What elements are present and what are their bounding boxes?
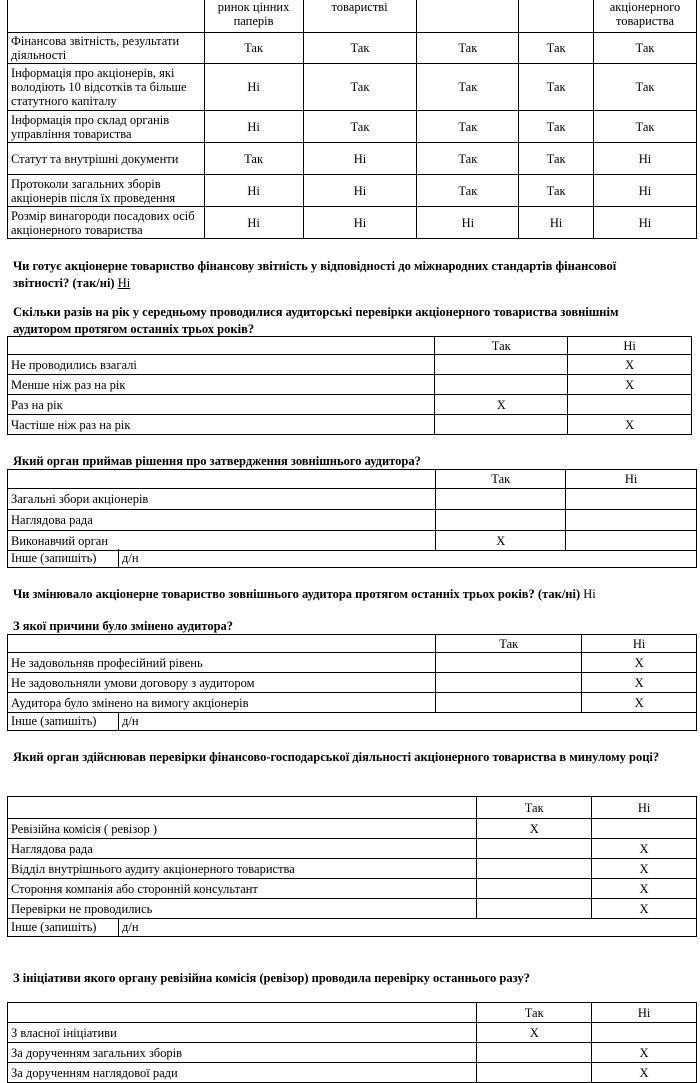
- cell-yes: [477, 859, 592, 879]
- cell: Так: [519, 143, 594, 175]
- header-cell: акціонерного товариства: [594, 0, 697, 33]
- header-cell: [519, 0, 594, 33]
- row-label: Перевірки не проводились: [8, 899, 477, 919]
- table-header-row: [8, 337, 692, 355]
- cell: Так: [417, 64, 519, 111]
- cell: Ні: [303, 207, 417, 239]
- header-no: Ні: [566, 470, 697, 489]
- table-row: [8, 415, 692, 435]
- row-label: Протоколи загальних зборів акціонерів після їх проведення: [8, 175, 205, 207]
- cell: Так: [519, 64, 594, 111]
- table-row: [8, 510, 697, 531]
- initiative-table: [7, 1002, 697, 1083]
- question-approve: Який орган приймав рішення про затвердження зовнішнього аудитора?: [13, 454, 421, 468]
- cell-no: X: [568, 415, 692, 435]
- cell-no: X: [592, 859, 697, 879]
- header-no: Ні: [592, 1003, 697, 1023]
- cell-yes: [436, 693, 582, 713]
- table-row: [8, 1063, 697, 1083]
- approve-other-row: [7, 549, 697, 568]
- cell: Так: [204, 33, 303, 64]
- header-cell: [8, 0, 205, 33]
- table-row: [8, 899, 697, 919]
- other-value[interactable]: д/н: [119, 918, 697, 937]
- header-cell: [8, 1003, 477, 1023]
- table-row: [8, 395, 692, 415]
- answer-value: Ні: [583, 587, 596, 601]
- cell-no: X: [568, 355, 692, 375]
- header-no: Ні: [582, 635, 697, 653]
- row-label: Відділ внутрішнього аудиту акціонерного товариства: [8, 859, 477, 879]
- cell: Так: [417, 175, 519, 207]
- table-header-row: [8, 1003, 697, 1023]
- cell-no: X: [582, 693, 697, 713]
- cell-no: [566, 489, 697, 510]
- row-label: Не задовольняв професійний рівень: [8, 653, 436, 673]
- table-row: [8, 653, 697, 673]
- cell: Так: [594, 111, 697, 143]
- table-row: [8, 207, 697, 239]
- cell: Так: [594, 33, 697, 64]
- cell-no: [566, 510, 697, 531]
- cell-yes: [436, 653, 582, 673]
- row-label: Виконавчий орган: [8, 531, 436, 551]
- question-initiative: З ініціативи якого органу ревізійна комісія (ревізор) проводила перевірку останнього разу?: [13, 971, 530, 985]
- row-label: Раз на рік: [8, 395, 435, 415]
- question-ifrs: [13, 258, 673, 292]
- question-text: Чи змінювало акціонерне товариство зовнішнього аудитора протягом останніх трьох років? (так/ні): [13, 587, 581, 601]
- cell: Ні: [204, 64, 303, 111]
- checks-other-row: [7, 918, 697, 937]
- cell-yes: X: [436, 531, 566, 551]
- approve-table: [7, 469, 697, 551]
- cell: Так: [519, 175, 594, 207]
- cell-yes: [477, 879, 592, 899]
- cell: Так: [417, 143, 519, 175]
- header-cell: ринок цінних паперів: [204, 0, 303, 33]
- table-row: [8, 1043, 697, 1063]
- reason-table: [7, 634, 697, 713]
- table-row: [8, 859, 697, 879]
- table-header-row: [8, 635, 697, 653]
- row-label: Інформація про акціонерів, які володіють 10 відсотків та більше статутного капіталу: [8, 64, 205, 111]
- cell: Ні: [594, 175, 697, 207]
- header-cell: [8, 337, 435, 355]
- other-value[interactable]: д/н: [119, 549, 697, 568]
- cell: Ні: [594, 207, 697, 239]
- row-label: Наглядова рада: [8, 510, 436, 531]
- header-cell: [8, 635, 436, 653]
- row-label: За дорученням загальних зборів: [8, 1043, 477, 1063]
- row-label: Наглядова рада: [8, 839, 477, 859]
- question-text: Чи готує акціонерне товариство фінансову звітність у відповідності до міжнародних стандартів фінансової звітності? (так/ні): [13, 259, 617, 290]
- cell: Ні: [519, 207, 594, 239]
- other-label: Інше (запишіть): [8, 549, 119, 568]
- cell: Ні: [417, 207, 519, 239]
- row-label: Розмір винагороди посадових осіб акціонерного товариства: [8, 207, 205, 239]
- header-yes: Так: [477, 1003, 592, 1023]
- cell-yes: [477, 839, 592, 859]
- cell: Ні: [204, 175, 303, 207]
- question-checks: Який орган здійснював перевірки фінансово-господарської діяльності акціонерного товариства в минулому році?: [13, 750, 660, 764]
- table-row: [8, 1023, 697, 1043]
- table-row: [8, 879, 697, 899]
- header-no: Ні: [568, 337, 692, 355]
- table-header-row: [8, 470, 697, 489]
- table-row: [8, 175, 697, 207]
- checks-table: [7, 796, 697, 919]
- cell-no: X: [568, 375, 692, 395]
- cell-yes: [477, 899, 592, 919]
- cell: Так: [303, 33, 417, 64]
- cell: Ні: [594, 143, 697, 175]
- audits-table: [7, 336, 692, 435]
- row-label: З власної ініціативи: [8, 1023, 477, 1043]
- table-row: [8, 531, 697, 551]
- row-label: Аудитора було змінено на вимогу акціонерів: [8, 693, 436, 713]
- cell-yes: X: [477, 819, 592, 839]
- cell-yes: [435, 375, 568, 395]
- cell-no: X: [592, 1043, 697, 1063]
- row-label: Не задовольняли умови договору з аудитором: [8, 673, 436, 693]
- table-row: [8, 693, 697, 713]
- cell: Так: [303, 64, 417, 111]
- row-label: Частіше ніж раз на рік: [8, 415, 435, 435]
- question-audits: Скільки разів на рік у середньому проводилися аудиторські перевірки акціонерного товариства зовнішнім аудитором протягом останніх трьох років?: [13, 305, 619, 336]
- table-row: [8, 64, 697, 111]
- cell-no: X: [592, 1063, 697, 1083]
- header-yes: Так: [436, 470, 566, 489]
- row-label: Загальні збори акціонерів: [8, 489, 436, 510]
- cell-no: X: [582, 673, 697, 693]
- cell-no: X: [582, 653, 697, 673]
- table-row: [8, 489, 697, 510]
- cell: Ні: [204, 207, 303, 239]
- cell-yes: [477, 1063, 592, 1083]
- disclosure-table: [7, 0, 697, 239]
- header-cell: [8, 797, 477, 819]
- row-label: Не проводились взагалі: [8, 355, 435, 375]
- table-row: [8, 355, 692, 375]
- cell-yes: [435, 415, 568, 435]
- cell: Так: [594, 64, 697, 111]
- row-label: Фінансова звітність, результати діяльності: [8, 33, 205, 64]
- row-label: Статут та внутрішні документи: [8, 143, 205, 175]
- question-reason: З якої причини було змінено аудитора?: [13, 619, 234, 633]
- row-label: Інформація про склад органів управління товариства: [8, 111, 205, 143]
- header-yes: Так: [477, 797, 592, 819]
- other-label: Інше (запишіть): [8, 712, 119, 731]
- table-header-row: [8, 797, 697, 819]
- cell-no: X: [592, 879, 697, 899]
- table-row: [8, 673, 697, 693]
- table-row: [8, 839, 697, 859]
- header-yes: Так: [436, 635, 582, 653]
- other-value[interactable]: д/н: [119, 712, 697, 731]
- table-row: [8, 33, 697, 64]
- cell-no: [592, 1023, 697, 1043]
- cell: Так: [417, 111, 519, 143]
- cell-yes: [436, 673, 582, 693]
- cell: Ні: [303, 143, 417, 175]
- cell-no: [566, 531, 697, 551]
- cell-yes: X: [435, 395, 568, 415]
- cell-no: [592, 819, 697, 839]
- cell-yes: [436, 510, 566, 531]
- header-cell: товаристві: [303, 0, 417, 33]
- cell: Так: [303, 111, 417, 143]
- cell: Ні: [303, 175, 417, 207]
- disclosure-header-row: [8, 0, 697, 33]
- cell-yes: [436, 489, 566, 510]
- cell: Так: [417, 33, 519, 64]
- cell-yes: [477, 1043, 592, 1063]
- cell-yes: X: [477, 1023, 592, 1043]
- cell-no: X: [592, 839, 697, 859]
- row-label: Ревізійна комісія ( ревізор ): [8, 819, 477, 839]
- cell-no: X: [592, 899, 697, 919]
- row-label: Стороння компанія або сторонній консультант: [8, 879, 477, 899]
- header-no: Ні: [592, 797, 697, 819]
- header-cell: [417, 0, 519, 33]
- row-label: Менше ніж раз на рік: [8, 375, 435, 395]
- header-yes: Так: [435, 337, 568, 355]
- row-label: За дорученням наглядової ради: [8, 1063, 477, 1083]
- cell: Так: [204, 143, 303, 175]
- reason-other-row: [7, 712, 697, 731]
- table-row: [8, 819, 697, 839]
- header-cell: [8, 470, 436, 489]
- answer-value: Ні: [117, 276, 131, 290]
- cell-no: [568, 395, 692, 415]
- other-label: Інше (запишіть): [8, 918, 119, 937]
- cell: Так: [519, 111, 594, 143]
- question-changed: [13, 586, 673, 603]
- cell-yes: [435, 355, 568, 375]
- table-row: [8, 143, 697, 175]
- table-row: [8, 111, 697, 143]
- table-row: [8, 375, 692, 395]
- cell: Ні: [204, 111, 303, 143]
- cell: Так: [519, 33, 594, 64]
